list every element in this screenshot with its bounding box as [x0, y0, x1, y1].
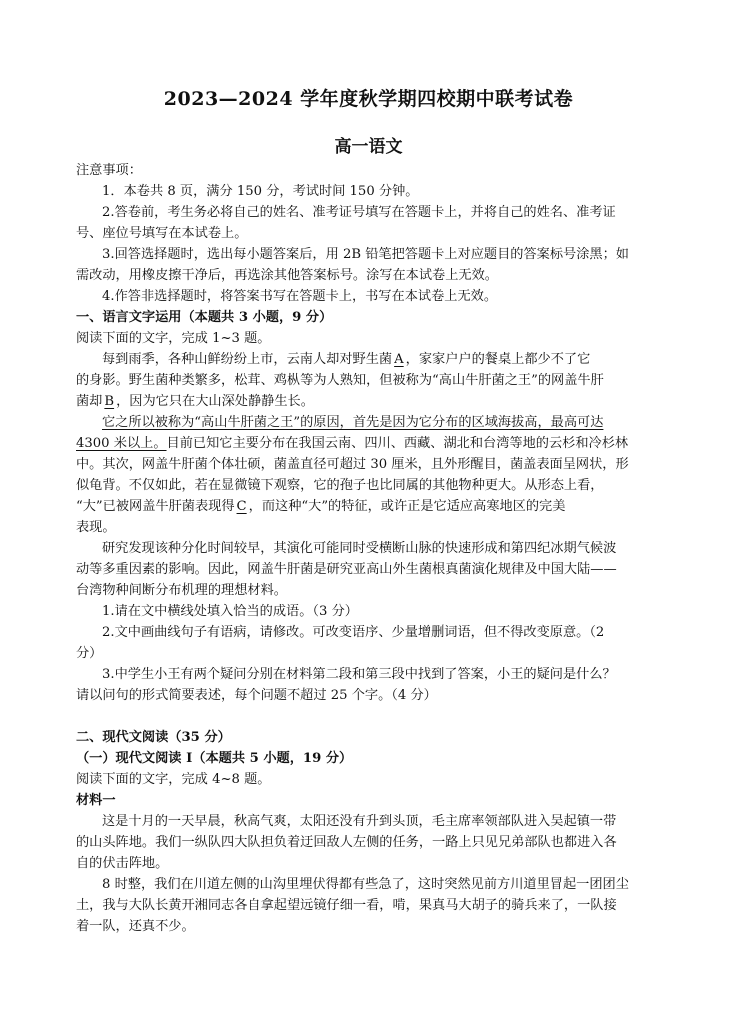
question-3-line-2: 请以问句的形式简要表述，每个问题不超过 25 个字。（4 分） [76, 688, 437, 703]
exam-title: 2023—2024 学年度秋学期四校期中联考试卷 [163, 88, 574, 110]
notice-item-2-line-1: 2.答卷前，考生务必将自己的姓名、准考证号填写在答题卡上，并将自己的姓名、准考证 [102, 205, 616, 220]
blank-b: B [104, 394, 115, 409]
text-segment: ，而这种“大”的特征，或许正是它适应高寒地区的完美 [248, 499, 566, 514]
blank-c: C [236, 499, 247, 514]
section-2-instruction: 阅读下面的文字，完成 4~8 题。 [76, 772, 271, 787]
blank-a: A [394, 352, 404, 367]
section-1-heading: 一、语言文字运用（本题共 3 小题，9 分） [76, 310, 333, 325]
s2-paragraph-1-line-2: 的山头阵地。我们一纵队四大队担负着迂回敌人左侧的任务，一路上只见兄弟部队也都进入各 [76, 835, 617, 850]
s1-paragraph-1-line-2: 的身影。野生菌种类繁多，松茸、鸡枞等为人熟知，但被称为“高山牛肝菌之王”的网盖牛肝 [76, 373, 604, 388]
question-2-line-1: 2.文中画曲线句子有语病，请修改。可改变语序、少量增删词语，但不得改变原意。（2 [102, 625, 605, 640]
section-2-heading: 二、现代文阅读（35 分） [76, 730, 231, 745]
s1-paragraph-3-line-3: 台湾物种间断分布机理的理想材料。 [76, 583, 287, 598]
notice-item-1: 1．本卷共 8 页，满分 150 分，考试时间 150 分钟。 [102, 184, 419, 199]
s2-paragraph-1-line-1: 这是十月的一天早晨，秋高气爽，太阳还没有升到头顶，毛主席率领部队进入吴起镇一带 [102, 814, 617, 829]
question-1: 1.请在文中横线处填入恰当的成语。（3 分） [102, 604, 358, 619]
s1-paragraph-1-line-3 [76, 391, 666, 412]
text-segment: 目前已知它主要分布在我国云南、四川、西藏、湖北和台湾等地的云杉和冷杉林 [166, 436, 629, 451]
underlined-segment: 4300 米以上。 [76, 436, 167, 451]
material-label: 材料一 [76, 793, 116, 808]
s2-paragraph-2-line-3: 着一队，还真不少。 [76, 919, 195, 934]
text-segment: “大”已被网盖牛肝菌表现得 [76, 499, 235, 514]
notice-item-2-line-2: 号、座位号填写在本试卷上。 [76, 226, 248, 241]
notice-heading: 注意事项： [76, 163, 142, 178]
text-segment: ，因为它只在大山深处静静生长。 [116, 394, 314, 409]
s1-paragraph-3-line-1: 研究发现该种分化时间较早，其演化可能同时受横断山脉的快速形成和第四纪冰期气候波 [102, 541, 617, 556]
notice-item-4: 4.作答非选择题时，将答案书写在答题卡上，书写在本试卷上无效。 [102, 289, 498, 304]
section-2-sub-1: （一）现代文阅读 I（本题共 5 小题，19 分） [76, 751, 353, 766]
question-3-line-1: 3.中学生小王有两个疑问分别在材料第二段和第三段中找到了答案，小王的疑问是什么？ [102, 667, 616, 682]
s1-paragraph-2-line-5 [76, 496, 666, 517]
s2-paragraph-2-line-2: 土，我与大队长黄开湘同志各自拿起望远镜仔细一看，啃，果真马大胡子的骑兵来了，一队接 [76, 898, 617, 913]
text-segment: 每到雨季，各种山鲜纷纷上市，云南人却对野生菌 [102, 352, 393, 367]
s1-paragraph-2-line-2 [76, 433, 666, 454]
s1-paragraph-3-line-2: 动等多重因素的影响。因此，网盖牛肝菌是研究亚高山外生菌根真菌演化规律及中国大陆—— [76, 562, 617, 577]
section-1-instruction: 阅读下面的文字，完成 1~3 题。 [76, 331, 271, 346]
notice-item-3-line-2: 需改动，用橡皮擦干净后，再选涂其他答案标号。涂写在本试卷上无效。 [76, 268, 498, 283]
question-2-line-2: 分） [76, 646, 103, 661]
text-segment: ，家家户户的餐桌上都少不了它 [405, 352, 591, 367]
s1-paragraph-2-line-1: 它之所以被称为“高山牛肝菌之王”的原因，首先是因为它分布的区域海拔高，最高可达 [102, 415, 604, 430]
s1-paragraph-2-line-4: 似龟背。不仅如此，若在显微镜下观察，它的孢子也比同属的其他物种更大。从形态上看， [76, 478, 604, 493]
s2-paragraph-1-line-3: 自的伏击阵地。 [76, 856, 169, 871]
text-segment: 菌却 [76, 394, 103, 409]
s2-paragraph-2-line-1: 8 时整，我们在川道左侧的山沟里埋伏得都有些急了，这时突然见前方川道里冒起一团团尘 [102, 877, 629, 892]
s1-paragraph-2-line-3: 中。其次，网盖牛肝菌个体壮硕，菌盖直径可超过 30 厘米，且外形醒目，菌盖表面呈网状，形 [76, 457, 629, 472]
s1-paragraph-1-line-1 [102, 349, 666, 370]
notice-item-3-line-1: 3.回答选择题时，选出每小题答案后，用 2B 铅笔把答题卡上对应题目的答案标号涂黑；如 [102, 247, 629, 262]
s1-paragraph-2-line-6: 表现。 [76, 520, 116, 535]
exam-subject: 高一语文 [334, 137, 403, 157]
